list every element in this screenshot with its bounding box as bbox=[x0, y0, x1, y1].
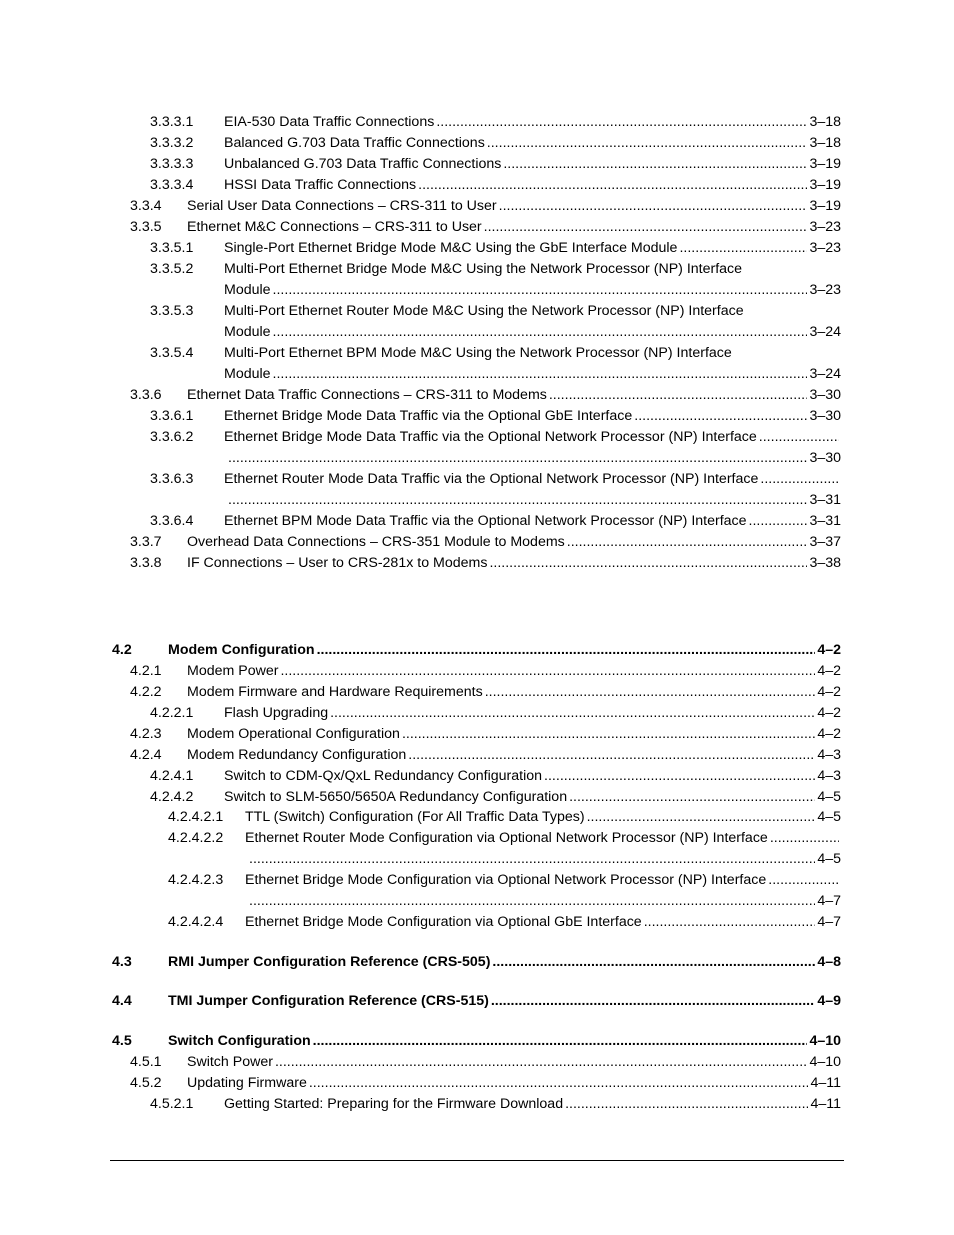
toc-entry-title: Ethernet Router Mode Configuration via Optional Network Processor (NP) Interface bbox=[245, 830, 768, 846]
toc-entry-title: Balanced G.703 Data Traffic Connections bbox=[224, 135, 485, 151]
toc-entry-page: 3–18 bbox=[809, 135, 841, 151]
toc-entry-number: 3.3.5.3 bbox=[150, 303, 194, 319]
dot-leader bbox=[492, 952, 815, 973]
toc-entry-title-continued: Module bbox=[224, 366, 271, 382]
dot-leader bbox=[487, 133, 808, 154]
toc-entry-page: 3–30 bbox=[809, 408, 841, 424]
dot-leader bbox=[228, 490, 807, 511]
toc-entry-page: 3–38 bbox=[809, 555, 841, 571]
toc-entry-number: 4.5 bbox=[112, 1033, 132, 1049]
toc-entry-page: 4–8 bbox=[817, 954, 841, 970]
toc-entry[interactable] bbox=[0, 870, 954, 912]
toc-entry-number: 4.3 bbox=[112, 954, 132, 970]
toc-entry-number: 4.2.4.2 bbox=[150, 789, 194, 805]
dot-leader bbox=[313, 1031, 808, 1052]
toc-entry-number: 4.2.4.1 bbox=[150, 768, 194, 784]
dot-leader bbox=[330, 703, 815, 724]
toc-entry-title: Modem Power bbox=[187, 663, 279, 679]
dot-leader bbox=[503, 154, 807, 175]
toc-section-entry[interactable] bbox=[0, 952, 954, 973]
toc-section-entry[interactable] bbox=[0, 1031, 954, 1052]
toc-entry[interactable] bbox=[0, 406, 954, 427]
dot-leader bbox=[549, 385, 808, 406]
toc-entry[interactable] bbox=[0, 112, 954, 133]
toc-entry[interactable] bbox=[0, 1094, 954, 1115]
toc-entry[interactable] bbox=[0, 343, 954, 385]
toc-entry-number: 4.2.1 bbox=[130, 663, 162, 679]
toc-entry-title: Serial User Data Connections – CRS-311 to User bbox=[187, 198, 497, 214]
toc-entry-number: 3.3.6 bbox=[130, 387, 162, 403]
toc-entry-page: 4–7 bbox=[817, 914, 841, 930]
dot-leader bbox=[418, 175, 807, 196]
toc-entry-number: 4.2.4.2.1 bbox=[168, 809, 224, 825]
dot-leader bbox=[275, 1052, 807, 1073]
toc-entry-page: 4–11 bbox=[810, 1075, 841, 1091]
toc-entry-page: 3–19 bbox=[809, 156, 841, 172]
toc-entry-title: TTL (Switch) Configuration (For All Traffic Data Types) bbox=[245, 809, 585, 825]
toc-entry-page: 4–5 bbox=[817, 789, 841, 805]
toc-entry-title: Switch to CDM-Qx/QxL Redundancy Configuration bbox=[224, 768, 543, 784]
toc-entry-title: Multi-Port Ethernet Bridge Mode M&C Using the Network Processor (NP) Interface bbox=[224, 261, 743, 277]
toc-entry-page: 4–5 bbox=[817, 809, 841, 825]
toc-entry-number: 4.5.1 bbox=[130, 1054, 162, 1070]
toc-entry-number: 3.3.8 bbox=[130, 555, 162, 571]
toc-entry-page: 3–23 bbox=[809, 240, 841, 256]
toc-entry-number: 3.3.5.4 bbox=[150, 345, 194, 361]
toc-entry[interactable] bbox=[0, 787, 954, 808]
dot-leader bbox=[489, 553, 807, 574]
toc-entry[interactable] bbox=[0, 259, 954, 301]
toc-entry-number: 3.3.7 bbox=[130, 534, 162, 550]
toc-entry-title: Modem Configuration bbox=[168, 642, 315, 658]
toc-entry-title: Switch to SLM-5650/5650A Redundancy Configuration bbox=[224, 789, 568, 805]
toc-entry-page: 4–2 bbox=[817, 663, 841, 679]
footer-divider bbox=[110, 1160, 844, 1161]
toc-entry-title: Ethernet Bridge Mode Configuration via Optional Network Processor (NP) Interface bbox=[245, 872, 767, 888]
toc-entry-title: Ethernet Bridge Mode Data Traffic via the Optional Network Processor (NP) Interface bbox=[224, 429, 757, 445]
toc-entry-page: 3–18 bbox=[809, 114, 841, 130]
toc-entry[interactable] bbox=[0, 154, 954, 175]
toc-entry-number: 4.2.4.2.2 bbox=[168, 830, 224, 846]
toc-entry[interactable] bbox=[0, 912, 954, 933]
toc-entry[interactable] bbox=[0, 661, 954, 682]
toc-entry-page: 4–2 bbox=[817, 684, 841, 700]
toc-entry-title: Ethernet Router Mode Data Traffic via the Optional Network Processor (NP) Interface bbox=[224, 471, 759, 487]
dot-leader bbox=[634, 406, 807, 427]
dot-leader bbox=[273, 280, 808, 301]
toc-entry-page: 4–5 bbox=[817, 851, 841, 867]
toc-entry-title-continued: Module bbox=[224, 324, 271, 340]
toc-entry-page: 3–19 bbox=[809, 177, 841, 193]
toc-entry-title: TMI Jumper Configuration Reference (CRS-515) bbox=[168, 993, 489, 1009]
toc-entry-title: RMI Jumper Configuration Reference (CRS-505) bbox=[168, 954, 491, 970]
toc-entry-title: IF Connections – User to CRS-281x to Modems bbox=[187, 555, 488, 571]
dot-leader bbox=[273, 364, 808, 385]
dot-leader bbox=[760, 469, 839, 490]
toc-entry-title-continued: Module bbox=[224, 282, 271, 298]
toc-entry-number: 3.3.6.3 bbox=[150, 471, 194, 487]
toc-entry-number: 3.3.6.4 bbox=[150, 513, 194, 529]
toc-entry[interactable] bbox=[0, 807, 954, 828]
toc-entry-page: 3–31 bbox=[809, 513, 841, 529]
toc-entry[interactable] bbox=[0, 1073, 954, 1094]
toc-entry[interactable] bbox=[0, 175, 954, 196]
toc-entry-page: 3–23 bbox=[809, 219, 841, 235]
dot-leader bbox=[309, 1073, 809, 1094]
dot-leader bbox=[768, 870, 839, 891]
dot-leader bbox=[273, 322, 808, 343]
dot-leader bbox=[749, 511, 808, 532]
dot-leader bbox=[491, 991, 815, 1012]
toc-entry-page: 3–37 bbox=[809, 534, 841, 550]
toc-entry-page: 4–10 bbox=[809, 1054, 841, 1070]
dot-leader bbox=[544, 766, 815, 787]
toc-entry-title: Multi-Port Ethernet BPM Mode M&C Using the Network Processor (NP) Interface bbox=[224, 345, 732, 361]
dot-leader bbox=[249, 849, 815, 870]
toc-entry-page: 4–2 bbox=[817, 705, 841, 721]
toc-entry[interactable] bbox=[0, 133, 954, 154]
toc-entry-title: Updating Firmware bbox=[187, 1075, 307, 1091]
toc-entry-title: HSSI Data Traffic Connections bbox=[224, 177, 417, 193]
toc-entry[interactable] bbox=[0, 469, 954, 511]
toc-entry-title: Multi-Port Ethernet Router Mode M&C Using the Network Processor (NP) Interface bbox=[224, 303, 744, 319]
toc-entry-title: Ethernet Bridge Mode Data Traffic via the Optional GbE Interface bbox=[224, 408, 633, 424]
toc-entry-page: 3–24 bbox=[809, 366, 841, 382]
toc-entry-title: Ethernet M&C Connections – CRS-311 to User bbox=[187, 219, 482, 235]
toc-entry-title: Getting Started: Preparing for the Firmware Download bbox=[224, 1096, 564, 1112]
toc-entry[interactable] bbox=[0, 532, 954, 553]
dot-leader bbox=[484, 217, 808, 238]
toc-entry[interactable] bbox=[0, 301, 954, 343]
toc-entry-number: 4.2.4.2.3 bbox=[168, 872, 224, 888]
toc-entry-title: Overhead Data Connections – CRS-351 Module to Modems bbox=[187, 534, 565, 550]
toc-entry-number: 3.3.6.2 bbox=[150, 429, 194, 445]
dot-leader bbox=[770, 828, 839, 849]
toc-entry-page: 4–11 bbox=[810, 1096, 841, 1112]
toc-entry-title: Switch Configuration bbox=[168, 1033, 311, 1049]
toc-entry-title: Modem Redundancy Configuration bbox=[187, 747, 407, 763]
dot-leader bbox=[759, 427, 839, 448]
toc-entry-number: 3.3.3.1 bbox=[150, 114, 194, 130]
toc-entry-number: 4.2 bbox=[112, 642, 132, 658]
toc-entry-page: 4–2 bbox=[817, 726, 841, 742]
toc-entry-number: 3.3.5 bbox=[130, 219, 162, 235]
toc-entry-number: 3.3.3.3 bbox=[150, 156, 194, 172]
toc-entry-page: 4–10 bbox=[809, 1033, 841, 1049]
toc-entry-page: 3–30 bbox=[809, 450, 841, 466]
dot-leader bbox=[402, 724, 815, 745]
toc-entry[interactable] bbox=[0, 828, 954, 870]
toc-entry-number: 4.2.3 bbox=[130, 726, 162, 742]
dot-leader bbox=[499, 196, 808, 217]
toc-entry-number: 4.2.4.2.4 bbox=[168, 914, 224, 930]
toc-entry[interactable] bbox=[0, 553, 954, 574]
toc-entry-number: 3.3.4 bbox=[130, 198, 162, 214]
toc-entry-page: 4–9 bbox=[817, 993, 841, 1009]
toc-entry-title: Unbalanced G.703 Data Traffic Connections bbox=[224, 156, 502, 172]
toc-entry-number: 3.3.5.2 bbox=[150, 261, 194, 277]
toc-section-entry[interactable] bbox=[0, 640, 954, 661]
toc-entry-title: EIA-530 Data Traffic Connections bbox=[224, 114, 435, 130]
dot-leader bbox=[485, 682, 816, 703]
toc-entry-title: Ethernet Data Traffic Connections – CRS-311 to Modems bbox=[187, 387, 547, 403]
toc-entry-number: 4.5.2.1 bbox=[150, 1096, 194, 1112]
toc-entry-number: 3.3.6.1 bbox=[150, 408, 194, 424]
toc-entry-title: Ethernet Bridge Mode Configuration via Optional GbE Interface bbox=[245, 914, 642, 930]
toc-entry[interactable] bbox=[0, 724, 954, 745]
toc-entry-title: Single-Port Ethernet Bridge Mode M&C Using the GbE Interface Module bbox=[224, 240, 678, 256]
toc-entry-number: 4.4 bbox=[112, 993, 132, 1009]
toc-entry[interactable] bbox=[0, 217, 954, 238]
dot-leader bbox=[644, 912, 816, 933]
toc-entry[interactable] bbox=[0, 385, 954, 406]
toc-entry[interactable] bbox=[0, 682, 954, 703]
toc-entry-page: 3–23 bbox=[809, 282, 841, 298]
toc-entry[interactable] bbox=[0, 1052, 954, 1073]
dot-leader bbox=[280, 661, 815, 682]
toc-entry-number: 4.5.2 bbox=[130, 1075, 162, 1091]
toc-entry-page: 3–24 bbox=[809, 324, 841, 340]
toc-entry-number: 4.2.2.1 bbox=[150, 705, 194, 721]
toc-entry[interactable] bbox=[0, 427, 954, 469]
toc-entry[interactable] bbox=[0, 703, 954, 724]
dot-leader bbox=[587, 807, 816, 828]
toc-entry[interactable] bbox=[0, 511, 954, 532]
dot-leader bbox=[317, 640, 816, 661]
toc-entry-number: 3.3.3.4 bbox=[150, 177, 194, 193]
dot-leader bbox=[408, 745, 815, 766]
dot-leader bbox=[249, 891, 815, 912]
toc-entry[interactable] bbox=[0, 745, 954, 766]
toc-entry-page: 4–2 bbox=[817, 642, 841, 658]
toc-entry-page: 3–19 bbox=[809, 198, 841, 214]
toc-entry-page: 3–30 bbox=[809, 387, 841, 403]
toc-entry[interactable] bbox=[0, 196, 954, 217]
toc-entry-page: 3–31 bbox=[809, 492, 841, 508]
dot-leader bbox=[436, 112, 807, 133]
toc-entry-title: Modem Operational Configuration bbox=[187, 726, 400, 742]
toc-entry-page: 4–7 bbox=[817, 893, 841, 909]
toc-entry[interactable] bbox=[0, 766, 954, 787]
toc-entry-number: 3.3.3.2 bbox=[150, 135, 194, 151]
toc-entry-page: 4–3 bbox=[817, 747, 841, 763]
toc-entry-number: 4.2.2 bbox=[130, 684, 162, 700]
toc-entry[interactable] bbox=[0, 238, 954, 259]
toc-entry-page: 4–3 bbox=[817, 768, 841, 784]
toc-entry-title: Switch Power bbox=[187, 1054, 273, 1070]
toc-entry-title: Modem Firmware and Hardware Requirements bbox=[187, 684, 483, 700]
dot-leader bbox=[565, 1094, 808, 1115]
dot-leader bbox=[679, 238, 807, 259]
toc-entry-number: 4.2.4 bbox=[130, 747, 162, 763]
dot-leader bbox=[569, 787, 815, 808]
toc-entry-number: 3.3.5.1 bbox=[150, 240, 194, 256]
toc-entry-title: Ethernet BPM Mode Data Traffic via the Optional Network Processor (NP) Interface bbox=[224, 513, 747, 529]
toc-section-entry[interactable] bbox=[0, 991, 954, 1012]
toc-entry-title: Flash Upgrading bbox=[224, 705, 329, 721]
dot-leader bbox=[567, 532, 808, 553]
dot-leader bbox=[228, 448, 807, 469]
